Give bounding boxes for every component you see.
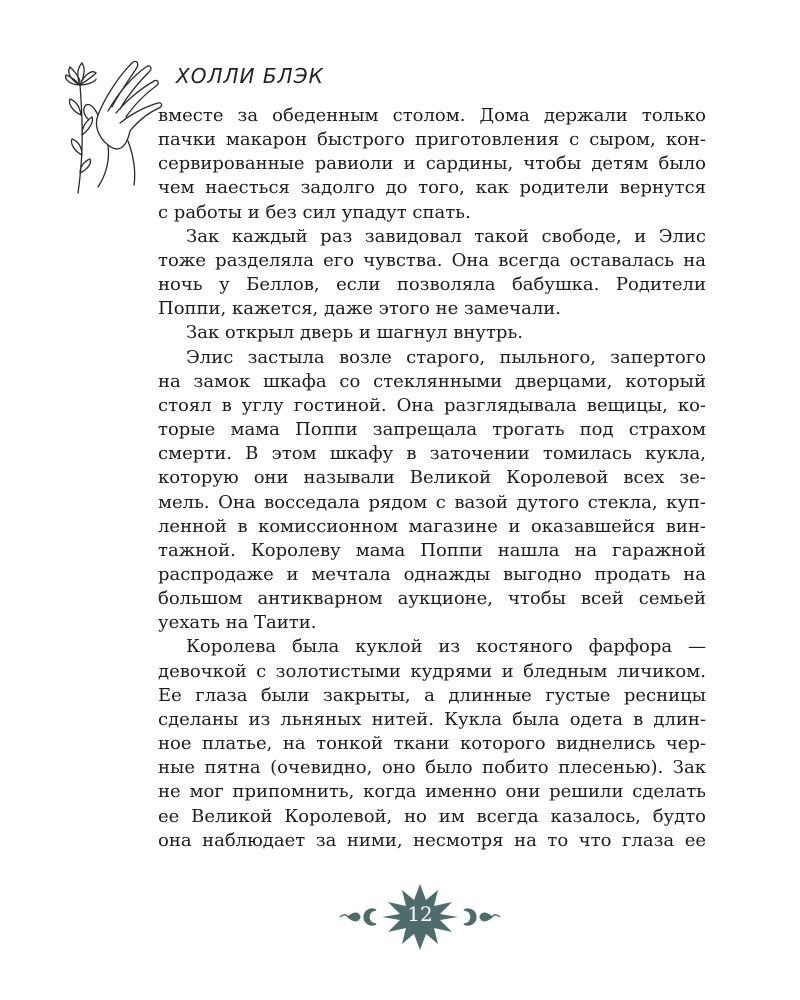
text-line: ленной в комиссионном магазине и оказавшейся вин-: [158, 515, 706, 537]
text-line: Элис застыла возле старого, пыльного, запертого: [186, 346, 706, 368]
text-line: ночь у Беллов, если позволяла бабушка. Родители: [158, 274, 706, 296]
text-line: торые мама Поппи запрещала трогать под страхом: [158, 419, 706, 441]
text-line: Зак открыл дверь и шагнул внутрь.: [186, 322, 523, 344]
text-line: уехать на Таити.: [158, 612, 317, 634]
text-line: Ее глаза были закрыты, а длинные густые ресницы: [158, 684, 706, 706]
text-line: распродаже и мечтала однажды выгодно продать на: [158, 563, 706, 585]
text-line: девочкой с золотистыми кудрями и бледным личиком.: [158, 660, 706, 682]
text-line: она наблюдает за ними, несмотря на то что глаза ее: [158, 829, 706, 851]
page-number: 12: [407, 902, 433, 926]
body-text: [158, 104, 706, 853]
text-line: стоял в углу гостиной. Она разглядывала вещицы, ко-: [158, 394, 706, 416]
text-line: сделаны из льняных нитей. Кукла была одета в длин-: [158, 708, 706, 730]
text-line: не мог припомнить, когда именно они решили сделать: [158, 781, 706, 803]
text-line: пачки макарон быстрого приготовления с сыром, кон-: [158, 129, 706, 151]
text-line: вместе за обеденным столом. Дома держали только: [158, 105, 706, 126]
hand-flower-icon: [58, 45, 168, 195]
text-line: ные пятна (очевидно, оно было побито плесенью). Зак: [158, 757, 706, 779]
text-line: Зак каждый раз завидовал такой свободе, и Элис: [186, 225, 706, 247]
text-line: чем наесться задолго до того, как родители вернутся: [158, 177, 706, 199]
text-line: Королева была куклой из костяного фарфора —: [186, 636, 706, 658]
text-line: ее Великой Королевой, но им всегда казалось, будто: [158, 805, 706, 827]
text-line: тоже разделяла его чувства. Она всегда оставалась на: [158, 249, 706, 271]
text-line: с работы и без сил упадут спать.: [158, 201, 471, 223]
text-line: сервированные равиоли и сардины, чтобы детям было: [158, 153, 706, 175]
running-header-author: ХОЛЛИ БЛЭК: [176, 64, 324, 88]
text-line: большом антикварном аукционе, чтобы всей семьей: [158, 588, 706, 610]
text-line: которую они называли Великой Королевой всех зе-: [158, 467, 706, 489]
text-line: ное платье, на тонкой ткани которого виднелись чер-: [158, 733, 706, 755]
text-line: тажной. Королеву мама Поппи нашла на гаражной: [158, 539, 706, 561]
page-number-ornament: [320, 882, 520, 952]
text-line: смерти. В этом шкафу в заточении томилась кукла,: [158, 443, 706, 465]
text-line: Поппи, кажется, даже этого не замечали.: [158, 298, 561, 320]
text-line: мель. Она восседала рядом с вазой дутого стекла, куп-: [158, 491, 706, 513]
text-line: на замок шкафа со стеклянными дверцами, который: [158, 370, 706, 392]
